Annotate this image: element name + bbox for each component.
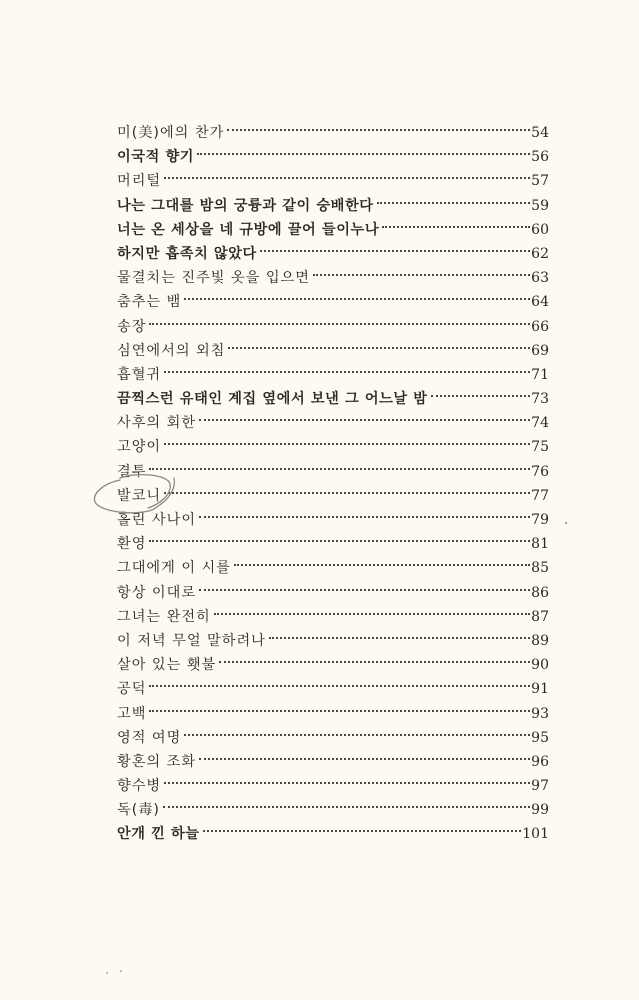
toc-entry-page: 66 [531,318,549,335]
paper-specks [100,968,140,978]
dot-leader [149,524,530,548]
toc-entry[interactable] [117,548,549,577]
toc-entry-page: 81 [531,536,549,553]
toc-entry-page: 62 [531,245,549,262]
toc-entry-title: 영적 여명 [117,729,182,746]
dot-leader [163,790,530,814]
toc-entry-title: 미(美)에의 찬가 [117,125,225,141]
toc-entry-title: 심연에서의 외침 [117,342,226,359]
dot-leader [184,282,530,306]
toc-entry-page: 54 [531,125,549,141]
toc-entry-title: 너는 온 세상을 네 규방에 끌어 들이누나 [117,221,380,238]
dot-leader [214,597,530,621]
toc-entry-title: 홀린 사나이 [117,512,197,528]
toc-entry-page: 76 [531,463,549,480]
toc-entry-title: 살아 있는 횃불 [117,657,217,674]
toc-entry[interactable] [117,814,549,843]
dot-leader [164,766,530,790]
toc-entry-page: 75 [531,439,549,456]
toc-entry-title: 독(毒) [117,802,160,819]
toc-entry-page: 60 [531,221,549,238]
toc-entry-title: 항상 이대로 [117,584,197,601]
toc-entry-page: 86 [531,584,549,601]
dot-leader [203,814,522,838]
toc-entry-title: 이국적 향기 [117,149,195,166]
toc-entry-page: 95 [531,729,549,746]
toc-entry[interactable] [117,161,549,190]
dot-leader [199,500,530,524]
dot-leader [313,258,530,282]
toc-entry[interactable] [117,379,549,408]
dot-leader [149,694,530,718]
dot-leader [219,645,530,669]
toc-entry-title: 안개 낀 하늘 [117,826,200,843]
toc-entry[interactable] [117,113,549,141]
dot-leader [184,718,530,742]
dot-leader [149,669,530,693]
margin-mark [565,522,567,524]
dot-leader [227,113,530,137]
toc-entry-title: 흡혈귀 [117,366,162,383]
toc-entry-title: 그대에게 이 시를 [117,560,231,577]
toc-entry-title: 사후의 회한 [117,415,197,432]
toc-entry-title: 환영 [117,536,147,553]
dot-leader [164,161,530,185]
toc-entry-title: 결투 [117,463,147,480]
toc-entry[interactable] [117,790,549,819]
dot-leader [228,331,530,355]
toc-entry[interactable] [117,186,549,214]
toc-entry-title: 춤추는 뱀 [117,294,182,311]
toc-entry-title: 황혼의 조화 [117,753,197,770]
dot-leader [164,427,530,451]
toc-entry-title: 나는 그대를 밤의 궁륭과 같이 숭배한다 [117,197,374,214]
toc-entry[interactable] [117,718,549,746]
toc-entry-page: 71 [531,366,549,383]
toc-entry-page: 74 [531,415,549,432]
toc-entry[interactable] [117,694,549,722]
toc-entry-page: 99 [531,802,549,819]
dot-leader [164,355,530,379]
toc-entry-page: 101 [522,826,549,843]
dot-leader [199,742,530,766]
toc-entry-title: 물결치는 진주빛 옷을 입으면 [117,270,310,287]
toc-entry-title: 이 저녁 무얼 말하려나 [117,632,266,649]
pencil-circle-annotation [90,470,186,520]
toc-entry-page: 59 [531,197,549,214]
toc-entry-page: 57 [531,173,549,190]
toc-entry-page: 79 [531,512,549,528]
toc-entry[interactable] [117,427,549,456]
dot-leader [199,403,530,427]
dot-leader [164,476,530,500]
toc-entry[interactable] [117,766,549,795]
toc-entry-title: 공덕 [117,681,147,698]
toc-entry-title: 발코니 [117,487,162,504]
toc-entry-page: 73 [531,391,549,408]
toc-entry[interactable] [117,355,549,383]
toc-entry-page: 96 [531,753,549,770]
dot-leader [260,234,530,258]
dot-leader [382,210,530,234]
toc-entry-title: 향수병 [117,778,162,795]
toc-entry-title: 그녀는 완전히 [117,608,211,625]
toc-entry-title: 고백 [117,705,147,722]
toc-entry-page: 63 [531,270,549,287]
dot-leader [199,573,530,597]
toc-entry-page: 93 [531,705,549,722]
toc-entry[interactable] [117,307,549,335]
toc-entry-page: 85 [531,560,549,577]
dot-leader [149,452,530,476]
dot-leader [269,621,530,645]
toc-entry-page: 87 [531,608,549,625]
toc-entry-page: 90 [531,657,549,674]
toc-entry-page: 77 [531,487,549,504]
toc-entry-title: 하지만 흡족치 않았다 [117,245,257,262]
toc-entry[interactable] [117,524,549,553]
dot-leader [431,379,531,403]
toc-entry-title: 송장 [117,318,147,335]
dot-leader [377,186,531,210]
toc-entry-page: 56 [531,149,549,166]
toc-entry-page: 91 [531,681,549,698]
toc-entry-title: 고양이 [117,439,162,456]
toc-entry[interactable] [117,669,549,698]
toc-entry[interactable] [117,331,549,359]
toc-entry-page: 97 [531,778,549,795]
toc-entry-title: 끔찍스런 유태인 계집 옆에서 보낸 그 어느날 밤 [117,391,428,408]
toc-entry[interactable] [117,742,549,770]
toc-entry-page: 69 [531,342,549,359]
dot-leader [234,548,530,572]
dot-leader [149,307,530,331]
toc-entry-title: 머리털 [117,173,162,190]
dot-leader [197,137,530,161]
toc-entry-page: 89 [531,632,549,649]
toc-entry-page: 64 [531,294,549,311]
